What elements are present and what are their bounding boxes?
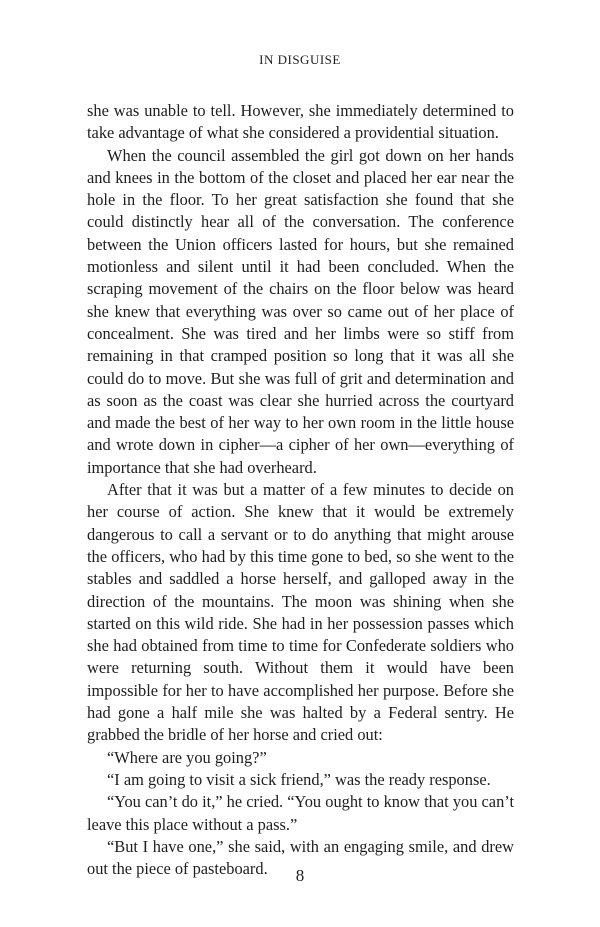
paragraph-2: When the council assembled the girl got down on her hands and knees in the bottom of the closet and placed her ear near the hole in the floor. To her great satisfaction she found that she could distinctly hear all of the conversation. The conference between the Union officers lasted for hours, but she remained motionless and silent until it had been concluded. When the scraping movement of the chairs on the floor below was heard she knew that everything was over so came out of her place of concealment. She was tired and her limbs were so stiff from remaining in that cramped position so long that it was all she could do to move. But she was full of grit and determination and as soon as the coast was clear she hurried across the courtyard and made the best of her way to her own room in the little house and wrote down in cipher—a cipher of her own—everything of importance that she had overheard. <box>87 145 514 477</box>
page-number: 8 <box>295 866 305 885</box>
paragraph-7: “But I have one,” she said, with an engaging smile, and drew out the piece of pasteboard. <box>87 836 514 879</box>
paragraph-6: “You can’t do it,” he cried. “You ought to know that you can’t leave this place without a pass.” <box>87 792 514 834</box>
paragraph-5: “I am going to visit a sick friend,” was the ready response. <box>107 769 491 789</box>
paragraph-4: “Where are you going?” <box>107 747 267 767</box>
running-head: IN DISGUISE <box>259 52 341 67</box>
paragraph-3: After that it was but a matter of a few minutes to decide on her course of action. She knew that it would be extremely dangerous to call a servant or to do anything that might arouse the officers, who had by this time gone to bed, so she went to the stables and saddled a horse herself, and galloped away in the direction of the mountains. The moon was shining when she started on this wild ride. She had in her possession passes which she had obtained from time to time for Confederate soldiers who were returning south. Without them it would have been impossible for her to have accomplished her purpose. Before she had gone a half mile she was halted by a Federal sentry. He grabbed the bridle of her horse and cried out: <box>87 480 514 745</box>
paragraph-1: she was unable to tell. However, she immediately determined to take advantage of what she considered a providential situation. <box>87 101 514 143</box>
body-text <box>87 100 514 880</box>
